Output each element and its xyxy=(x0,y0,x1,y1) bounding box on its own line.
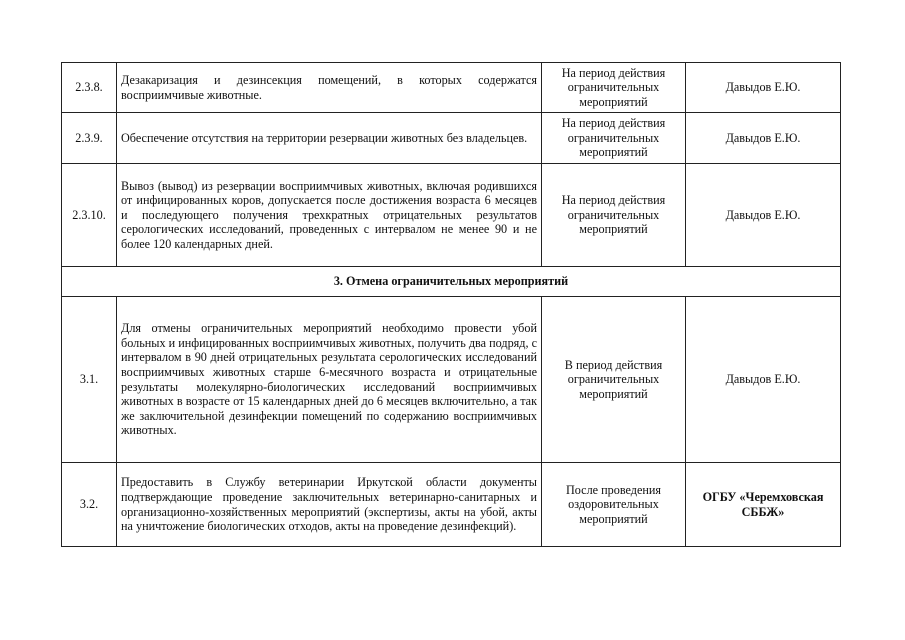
row-number: 2.3.10. xyxy=(62,164,117,267)
section-title: 3. Отмена ограничительных мероприятий xyxy=(62,267,841,297)
table-row xyxy=(62,297,841,463)
responsible-text: Давыдов Е.Ю. xyxy=(686,164,841,267)
responsible-text: Давыдов Е.Ю. xyxy=(686,63,841,113)
table-row xyxy=(62,164,841,267)
table-row xyxy=(62,113,841,164)
measure-text: Дезакаризация и дезинсекция помещений, в которых содержатся восприимчивые животные. xyxy=(117,63,542,113)
section-row xyxy=(62,267,841,297)
measure-text: Предоставить в Службу ветеринарии Иркутской области документы подтверждающие проведение заключительных ветеринарно-санитарных и организационно-хозяйственных мероприятий (экспертизы, акты на убой, акты на уничтожение биологических отходов, акты на проведение дезинфекций). xyxy=(117,463,542,547)
table-row xyxy=(62,463,841,547)
period-text: На период действия ограничительных мероприятий xyxy=(542,113,686,164)
period-text: На период действия ограничительных мероприятий xyxy=(542,63,686,113)
measures-table xyxy=(61,62,841,547)
responsible-text: Давыдов Е.Ю. xyxy=(686,113,841,164)
responsible-text: Давыдов Е.Ю. xyxy=(686,297,841,463)
row-number: 3.2. xyxy=(62,463,117,547)
period-text: На период действия ограничительных мероприятий xyxy=(542,164,686,267)
row-number: 2.3.9. xyxy=(62,113,117,164)
responsible-text: ОГБУ «Черемховская СББЖ» xyxy=(686,463,841,547)
measure-text: Вывоз (вывод) из резервации восприимчивых животных, включая родившихся от инфицированных коров, допускается после достижения возраста 6 месяцев и последующего получения трехкратных отрицательных результатов серологических исследований, проведенных с интервалом не менее 90 и не более 120 календарных дней. xyxy=(117,164,542,267)
measure-text: Обеспечение отсутствия на территории резервации животных без владельцев. xyxy=(117,113,542,164)
row-number: 2.3.8. xyxy=(62,63,117,113)
row-number: 3.1. xyxy=(62,297,117,463)
measure-text: Для отмены ограничительных мероприятий необходимо провести убой больных и инфицированных восприимчивых животных, получить два подряд, с интервалом в 90 дней отрицательных результата серологических исследований восприимчивых животных старше 6-месячного возраста и отрицательные результаты молекулярно-биологических исследований восприимчивых животных в возрасте от 15 календарных дней до 6 месяцев включительно, а так же заключительной дезинфекции помещений по содержанию восприимчивых животных. xyxy=(117,297,542,463)
period-text: В период действия ограничительных мероприятий xyxy=(542,297,686,463)
table-row xyxy=(62,63,841,113)
period-text: После проведения оздоровительных мероприятий xyxy=(542,463,686,547)
